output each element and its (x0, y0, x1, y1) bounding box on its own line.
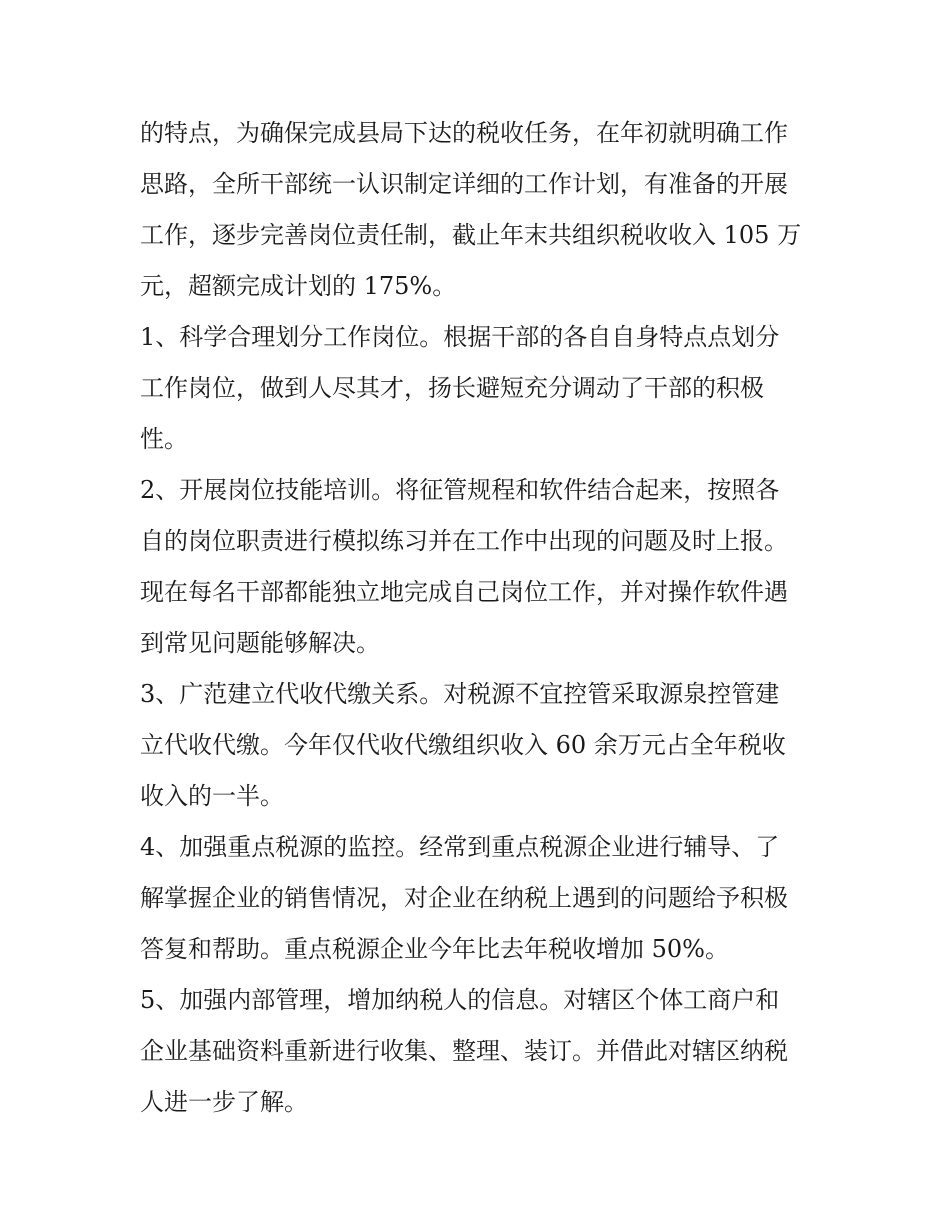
text-line: 收入的一半。 (140, 782, 284, 810)
text-line: 工作，逐步完善岗位责任制，截止年末共组织税收收入 105 万 (140, 221, 802, 249)
text-line: 答复和帮助。重点税源企业今年比去年税收增加 50%。 (140, 935, 729, 963)
text-line: 解掌握企业的销售情况，对企业在纳税上遇到的问题给予积极 (140, 884, 788, 912)
text-line: 企业基础资料重新进行收集、整理、装订。并借此对辖区纳税 (140, 1037, 788, 1065)
text-line: 4、加强重点税源的监控。经常到重点税源企业进行辅导、了 (140, 833, 780, 861)
text-line: 2、开展岗位技能培训。将征管规程和软件结合起来，按照各 (140, 476, 780, 504)
paragraph-item-4 (140, 822, 815, 975)
paragraph-intro (140, 108, 815, 312)
text-line: 人进一步了解。 (140, 1088, 308, 1116)
text-line: 立代收代缴。今年仅代收代缴组织收入 60 余万元占全年税收 (140, 731, 786, 759)
text-line: 的特点，为确保完成县局下达的税收任务，在年初就明确工作 (140, 119, 788, 147)
text-line: 现在每名干部都能独立地完成自己岗位工作，并对操作软件遇 (140, 578, 788, 606)
text-line: 3、广范建立代收代缴关系。对税源不宜控管采取源泉控管建 (140, 680, 780, 708)
document-body (140, 108, 815, 1128)
text-line: 工作岗位，做到人尽其才，扬长避短充分调动了干部的积极 (140, 374, 764, 402)
paragraph-item-2 (140, 465, 815, 669)
text-line: 5、加强内部管理，增加纳税人的信息。对辖区个体工商户和 (140, 986, 780, 1014)
text-line: 元，超额完成计划的 175%。 (140, 272, 457, 300)
text-line: 思路，全所干部统一认识制定详细的工作计划，有准备的开展 (140, 170, 788, 198)
text-line: 1、科学合理划分工作岗位。根据干部的各自自身特点点划分 (140, 323, 780, 351)
paragraph-item-5 (140, 975, 815, 1128)
paragraph-item-1 (140, 312, 815, 465)
paragraph-item-3 (140, 669, 815, 822)
text-line: 到常见问题能够解决。 (140, 629, 380, 657)
text-line: 自的岗位职责进行模拟练习并在工作中出现的问题及时上报。 (140, 527, 788, 555)
text-line: 性。 (140, 425, 188, 453)
